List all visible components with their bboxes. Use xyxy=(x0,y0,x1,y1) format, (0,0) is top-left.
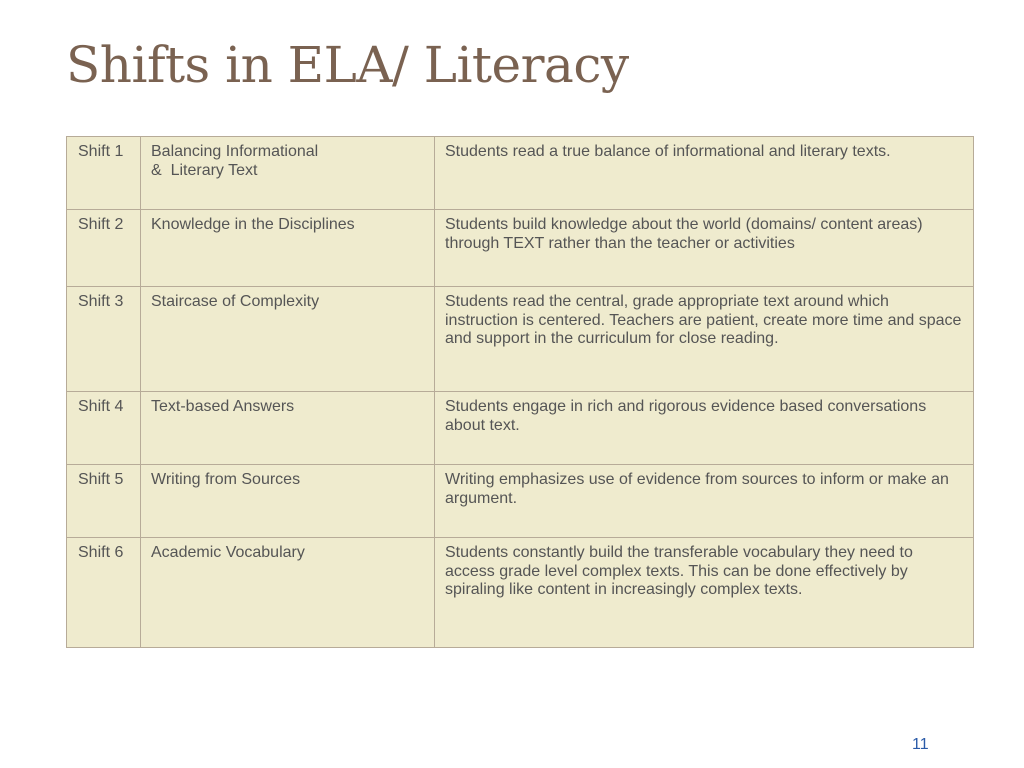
shift-name xyxy=(141,137,435,210)
slide-title: Shifts in ELA/ Literacy xyxy=(66,36,629,94)
shift-name-line: Knowledge in the Disciplines xyxy=(151,216,355,233)
shift-name-line: Balancing Informational xyxy=(151,143,319,160)
shift-number: Shift 4 xyxy=(67,392,141,465)
shift-name-line: Writing from Sources xyxy=(151,471,301,488)
shift-name-line: & Literary Text xyxy=(151,161,258,179)
shift-name xyxy=(141,538,435,648)
table-row xyxy=(67,210,974,287)
shift-description: Writing emphasizes use of evidence from sources to inform or make an argument. xyxy=(435,465,974,538)
shifts-table xyxy=(66,136,974,648)
shift-name-line: Academic Vocabulary xyxy=(151,544,305,561)
table-row xyxy=(67,538,974,648)
page-number: 11 xyxy=(912,736,929,753)
table-row xyxy=(67,137,974,210)
table-row xyxy=(67,465,974,538)
shift-description: Students read a true balance of informational and literary texts. xyxy=(435,137,974,210)
shift-description: Students read the central, grade appropriate text around which instruction is centered. Teachers are patient, create more time and space and support in the curriculum for close reading. xyxy=(435,287,974,392)
shift-name-line: Staircase of Complexity xyxy=(151,293,320,310)
shift-name xyxy=(141,392,435,465)
shift-name-line: Text-based Answers xyxy=(151,398,295,415)
shift-name xyxy=(141,287,435,392)
table-row xyxy=(67,392,974,465)
shift-number: Shift 6 xyxy=(67,538,141,648)
shift-number: Shift 3 xyxy=(67,287,141,392)
shift-description: Students build knowledge about the world (domains/ content areas) through TEXT rather than the teacher or activities xyxy=(435,210,974,287)
table-row xyxy=(67,287,974,392)
shift-number: Shift 1 xyxy=(67,137,141,210)
shift-number: Shift 5 xyxy=(67,465,141,538)
shift-description: Students constantly build the transferable vocabulary they need to access grade level complex texts. This can be done effectively by spiraling like content in increasingly complex texts. xyxy=(435,538,974,648)
shift-number: Shift 2 xyxy=(67,210,141,287)
shift-name xyxy=(141,465,435,538)
shift-description: Students engage in rich and rigorous evidence based conversations about text. xyxy=(435,392,974,465)
shift-name xyxy=(141,210,435,287)
